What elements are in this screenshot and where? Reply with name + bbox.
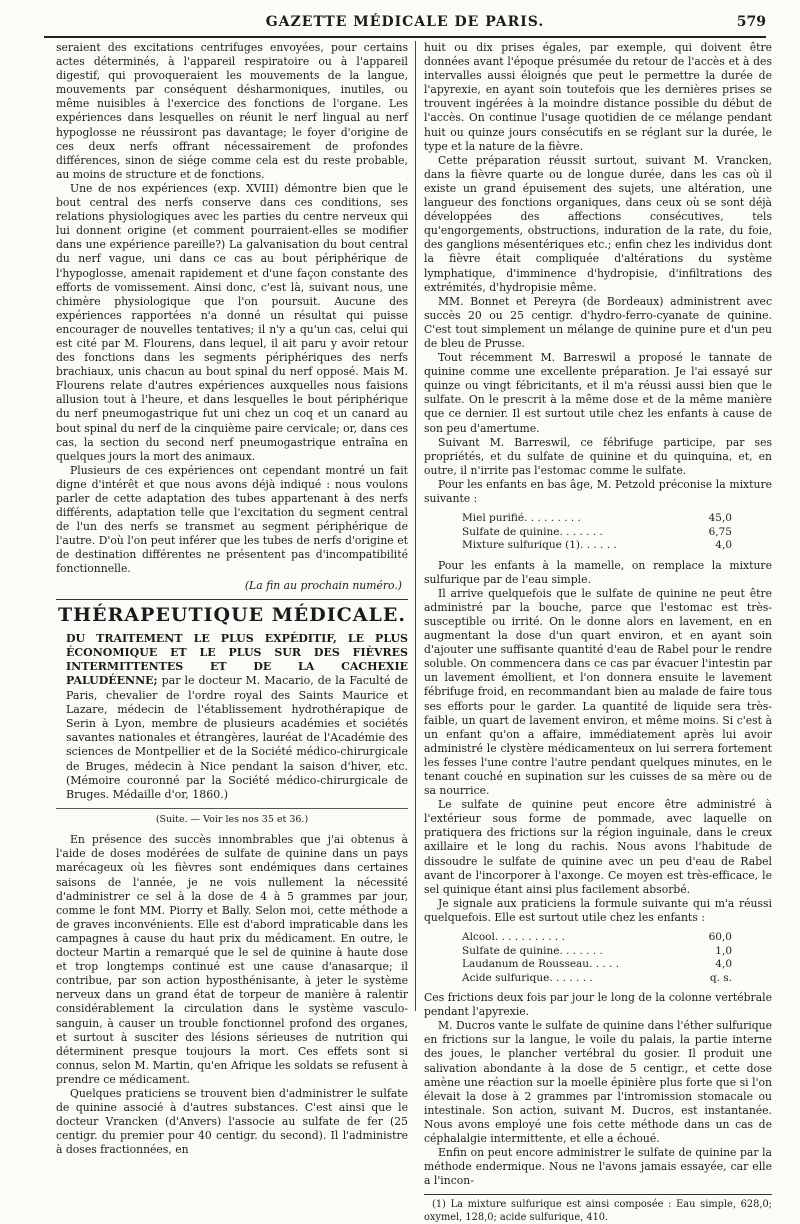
ingredient-name: Sulfate de quinine. . . . . . .	[462, 944, 603, 957]
ingredient-name: Alcool. . . . . . . . . . .	[462, 931, 565, 944]
ingredient-quantity: 45,0	[708, 512, 732, 525]
footnote-divider	[424, 1194, 772, 1195]
ingredient-quantity: q. s.	[709, 971, 732, 984]
paragraph: Une de nos expériences (exp. XVIII) démontre bien que le bout central des nerfs conserve dans ces conditions, ses relations physiologiques avec les parties du centre nerveux qui lui donnent origine (et comment pourraient-elles se modifier dans une expérience pareille?) La galvanisation du bout central du nerf vague, uni dans ce cas au bout périphérique de l'hypoglosse, amenait rapidement et d'une façon constante des efforts de vomissement. Ainsi donc, c'est là, suivant nous, une chimère physiologique que l'on poursuit. Aucune des expériences rapportées n'a donné un résultat qui puisse encourager de nouvelles tentatives; il n'y a qu'un cas, celui qui est cité par M. Flourens, dans lequel, il ait paru y avoir retour des fonctions dans les segments périphériques des nerfs brachiaux, unis chacun au bout spinal du nerf opposé. Mais M. Flourens relate d'autres expériences auxquelles nous faisions allusion tout à l'heure, et dans lesquelles le bout périphérique du nerf pneumogastrique fut uni chez un coq et un canard au bout spinal du nerf de la cinquième paire cervicale; or, dans ces cas, la section du second nerf pneumogastrique entraîna en quelques jours la mort des animaux.	[56, 181, 408, 463]
page-header	[44, 10, 766, 38]
paragraph: Pour les enfants à la mamelle, on remplace la mixture sulfurique par de l'eau simple.	[424, 558, 772, 586]
article-author: par le docteur M. Macario, de la Faculté de Paris, chevalier de l'ordre royal des Saints Maurice et Lazare, médecin de l'établissement hydrothérapique de Serin à Lyon, membre de plusieurs académies et sociétés savantes nationales et étrangères, lauréat de l'Académie des sciences de Montpellier et de la Société médico-chirurgicale de Bruges, médecin à Nice pendant la saison d'hiver, etc. (Mémoire couronné par la Société médico-chirurgicale de Bruges. Médaille d'or, 1860.)	[66, 674, 409, 801]
ingredient-name: Miel purifié. . . . . . . . .	[462, 512, 581, 525]
ingredient-quantity: 60,0	[708, 931, 732, 944]
formula-row	[462, 958, 732, 972]
formula-row	[462, 945, 732, 959]
continuation-note: (Suite. — Voir les nos 35 et 36.)	[155, 814, 309, 826]
formula-petzold	[462, 512, 732, 553]
section-divider	[56, 599, 408, 600]
paragraph: En présence des succès innombrables que j'ai obtenus à l'aide de doses modérées de sulfate de quinine dans un pays marécageux où les fièvres sont endémiques dans certaines saisons de l'année, je ne vois nullement la nécessité d'administrer ce sel à la dose de 4 à 5 grammes par jour, comme le font MM. Piorry et Bally. Selon moi, cette méthode a de graves inconvénients. Elle est d'abord impraticable dans les campagnes à cause du haut prix du médicament. En outre, le docteur Martin a remarqué que le sel de quinine à haute dose et trop longtemps continué est une cause d'anasarque; il contribue, par son action hyposthénisante, à jeter le système nerveux dans un grand état de torpeur de manière à ralentir considérablement la circulation dans le système vasculo-sanguin, à causer un trouble fonctionnel profond des organes, et surtout à susciter des lésions sérieuses de nutrition qui déterminent presque toujours la mort. Ces effets sont si connus, selon M. Martin, qu'en Afrique les soldats se refusent à prendre ce médicament.	[56, 833, 408, 1086]
paragraph: Suivant M. Barreswil, ce fébrifuge participe, par ses propriétés, et du sulfate de quinine et du quinquina, et, en outre, il n'irrite pas l'estomac comme le sulfate.	[424, 435, 772, 477]
section-title: THÉRAPEUTIQUE MÉDICALE.	[58, 603, 406, 626]
paragraph: Ces frictions deux fois par jour le long de la colonne vertébrale pendant l'apyrexie.	[424, 991, 772, 1019]
paragraph: M. Ducros vante le sulfate de quinine dans l'éther sulfurique en frictions sur la langue, le voile du palais, la partie interne des joues, le plancher vertébral du gosier. Il produit une salivation abondante à la dose de 5 centigr., et cette dose amène une réaction sur la moelle épinière plus forte que si l'on élevait la dose à 2 grammes par l'intromission stomacale ou intestinale. Son action, suivant M. Ducros, est instantanée. Nous avons employé une fois cette méthode dans un cas de céphalalgie intermittente, et elle a échoué.	[424, 1019, 772, 1145]
to-be-continued-note: (La fin au prochain numéro.)	[244, 578, 402, 592]
left-column	[56, 41, 409, 1157]
footnote: (1) La mixture sulfurique est ainsi composée : Eau simple, 628,0; oxymel, 128,0; acide sulfurique, 410.	[424, 1199, 772, 1223]
paragraph: Il arrive quelquefois que le sulfate de quinine ne peut être administré par la bouche, parce que l'estomac est très-susceptible ou irrité. On le donne alors en lavement, en en augmentant la dose d'un quart environ, et en ayant soin d'ajouter une suffisante quantité d'eau de Rabel pour le rendre soluble. On commencera dans ce cas par évacuer l'intestin par un lavement émollient, et l'on donnera ensuite le lavement fébrifuge froid, en recommandant bien au malade de faire tous ses efforts pour le garder. La quantité de liquide sera très-faible, un quart de lavement environ, et même moins. Si c'est à un enfant qu'on a affaire, immédiatement après lui avoir administré le clystère médicamenteux on lui serrera fortement les fesses l'une contre l'autre pendant quelques minutes, en le tenant couché en supination sur les cuisses de sa mère ou de sa nourrice.	[424, 586, 772, 798]
article-title: DU TRAITEMENT LE PLUS EXPÉDITIF, LE PLUS ÉCONOMIQUE ET LE PLUS SUR DES FIÈVRES INTERMITTENTES ET DE LA CACHEXIE PALUDÉENNE;	[66, 631, 408, 688]
paragraph: Enfin on peut encore administrer le sulfate de quinine par la méthode endermique. Nous ne l'avons jamais essayée, car elle a l'incon-	[424, 1146, 772, 1188]
ingredient-name: Mixture sulfurique (1). . . . . .	[462, 539, 617, 552]
ingredient-name: Acide sulfurique. . . . . . .	[462, 971, 593, 984]
formula-row	[462, 972, 732, 986]
paragraph: Cette préparation réussit surtout, suivant M. Vrancken, dans la fièvre quarte ou de longue durée, dans les cas où il existe un grand épuisement des sujets, une altération, une langueur des fonctions organiques, dans ceux où se sont déjà développées des affections consécutives, tels qu'engorgements, obstructions, induration de la rate, du foie, des ganglions mésentériques etc.; enfin chez les individus dont la fièvre était compliquée d'altérations du système lymphatique, d'imminence d'hydropisie, d'infiltrations des extrémités, d'hydropisie même.	[424, 153, 772, 294]
ingredient-quantity: 1,0	[715, 944, 732, 957]
paragraph: MM. Bonnet et Pereyra (de Bordeaux) administrent avec succès 20 ou 25 centigr. d'hydro-ferro-cyanate de quinine. C'est tout simplement un mélange de quinine pure et d'un peu de bleu de Prusse.	[424, 294, 772, 350]
ingredient-quantity: 4,0	[715, 958, 732, 971]
formula-row	[462, 931, 732, 945]
paragraph: Le sulfate de quinine peut encore être administré à l'extérieur sous forme de pommade, avec laquelle on pratiquera des frictions sur la région inguinale, dans le creux axillaire et le long du rachis. Nous avons l'habitude de dissoudre le sulfate de quinine avec un peu d'eau de Rabel avant de l'incorporer à l'axonge. Ce moyen est très-efficace, le sel quinique étant ainsi plus facilement absorbé.	[424, 798, 772, 896]
paragraph: huit ou dix prises égales, par exemple, qui doivent être données avant l'époque présumée du retour de l'accès et à des intervalles aussi éloignés que peut le permettre la durée de l'apyrexie, en ayant soin toutefois que les dernières prises se trouvent ingérées à la moindre distance possible du début de l'accès. On continue l'usage quotidien de ce mélange pendant huit ou quinze jours consécutifs en se réglant sur la durée, le type et la nature de la fièvre.	[424, 41, 772, 153]
ingredient-name: Laudanum de Rousseau. . . . .	[462, 958, 620, 971]
formula-row	[462, 539, 732, 553]
formula-row	[462, 512, 732, 526]
column-divider	[415, 41, 416, 1011]
paragraph: Je signale aux praticiens la formule suivante qui m'a réussi quelquefois. Elle est surtout utile chez les enfants :	[424, 896, 772, 924]
ingredient-quantity: 4,0	[715, 539, 732, 552]
article-heading	[66, 632, 408, 802]
formula-row	[462, 526, 732, 540]
page-number: 579	[736, 14, 766, 30]
formula-frictions	[462, 931, 732, 985]
right-column	[424, 41, 772, 1223]
paragraph: seraient des excitations centrifuges envoyées, pour certains actes déterminés, à l'appareil respiratoire ou à l'appareil digestif, qui provoqueraient les mouvements de la langue, mouvements par conséquent désharmoniques, inutiles, ou même nuisibles à l'exercice des fonctions de l'organe. Les expériences dans lesquelles on réunit le nerf lingual au nerf hypoglosse ne réussiront pas davantage; le foyer d'origine de ces deux nerfs offrant nécessairement de profondes différences, sinon de siége comme cela est du reste probable, au moins de structure et de fonctions.	[56, 41, 408, 181]
paragraph: Quelques praticiens se trouvent bien d'administrer le sulfate de quinine associé à d'autres substances. C'est ainsi que le docteur Vrancken (d'Anvers) l'associe au sulfate de fer (25 centigr. du premier pour 40 centigr. du second). Il l'administre à doses fractionnées, en	[56, 1086, 408, 1157]
paragraph: Tout récemment M. Barreswil a proposé le tannate de quinine comme une excellente préparation. Je l'ai essayé sur quinze ou vingt fébricitants, et il m'a réussi aussi bien que le sulfate. On le prescrit à la même dose et de la même manière que ce dernier. Il est surtout utile chez les enfants à cause de son peu d'amertume.	[424, 351, 772, 435]
ingredient-name: Sulfate de quinine. . . . . . .	[462, 525, 603, 538]
paragraph: Pour les enfants en bas âge, M. Petzold préconise la mixture suivante :	[424, 477, 772, 505]
ingredient-quantity: 6,75	[708, 525, 732, 538]
paragraph: Plusieurs de ces expériences ont cependant montré un fait digne d'intérêt et que nous avons déjà indiqué : nous voulons parler de cette adaptation des tubes appartenant à des nerfs différents, adaptation telle que l'excitation du segment central de l'un des nerfs se transmet au segment périphérique de l'autre. D'où l'on peut inférer que les tubes de nerfs d'origine et de destination différentes ne présentent pas d'incompatibilité fonctionnelle.	[56, 463, 408, 576]
article-divider	[56, 808, 408, 809]
running-title: GAZETTE MÉDICALE DE PARIS.	[265, 14, 545, 30]
